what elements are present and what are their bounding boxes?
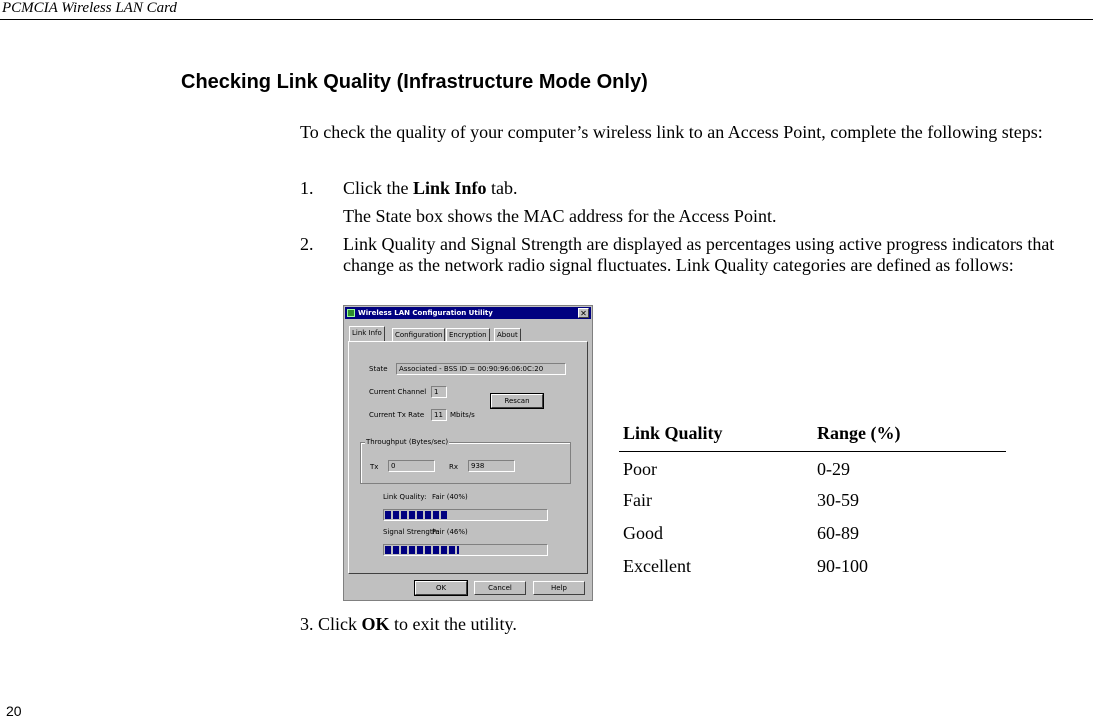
intro-paragraph: To check the quality of your computer’s wireless link to an Access Point, complete the following steps: xyxy=(300,122,1043,142)
final-prefix: 3. Click xyxy=(300,614,362,634)
step-1-text xyxy=(343,178,1088,199)
range-cell: 30-59 xyxy=(817,490,859,510)
page-number: 20 xyxy=(6,703,22,719)
running-header: PCMCIA Wireless LAN Card xyxy=(2,0,177,16)
ok-button[interactable]: OK xyxy=(415,581,467,595)
tab-link-info[interactable]: Link Info xyxy=(349,326,385,341)
link-quality-label: Link Quality: xyxy=(383,493,427,501)
step-1-prefix: Click the xyxy=(343,178,413,198)
table-header-row xyxy=(619,423,1006,452)
tab-encryption[interactable]: Encryption xyxy=(446,328,490,341)
tx-label: Tx xyxy=(370,463,379,471)
channel-field: 1 xyxy=(431,386,447,398)
link-quality-value: Fair (40%) xyxy=(432,493,468,501)
throughput-legend: Throughput (Bytes/sec) xyxy=(366,438,449,446)
header-link-quality: Link Quality xyxy=(623,423,723,443)
tab-about[interactable]: About xyxy=(494,328,521,341)
quality-cell: Fair xyxy=(623,490,652,510)
signal-strength-fill xyxy=(385,546,459,554)
cancel-button[interactable]: Cancel xyxy=(474,581,526,595)
quality-cell: Excellent xyxy=(623,556,691,576)
state-field: Associated - BSS ID = 00:90:96:06:0C:20 xyxy=(396,363,566,375)
step-1-number: 1. xyxy=(300,178,314,198)
header-rule xyxy=(0,19,1093,20)
step-2-text: Link Quality and Signal Strength are displayed as percentages using active progress indicators that change as the network radio signal fluctuates. Link Quality categories are defined as follows: xyxy=(343,234,1055,275)
final-step xyxy=(300,614,517,635)
signal-strength-progress xyxy=(383,544,548,556)
table-row xyxy=(619,523,1006,556)
channel-label: Current Channel xyxy=(369,388,427,396)
dialog-title-bar xyxy=(345,307,591,319)
tx-field: 0 xyxy=(388,460,435,472)
txrate-unit: Mbits/s xyxy=(450,411,475,419)
tab-configuration[interactable]: Configuration xyxy=(392,328,445,341)
rx-label: Rx xyxy=(449,463,459,471)
app-icon xyxy=(347,309,355,317)
table-row xyxy=(619,556,1006,589)
range-cell: 60-89 xyxy=(817,523,859,543)
final-bold: OK xyxy=(361,614,390,634)
quality-cell: Poor xyxy=(623,459,658,479)
step-2-number: 2. xyxy=(300,234,314,254)
range-cell: 0-29 xyxy=(817,459,850,479)
config-utility-dialog xyxy=(343,305,593,601)
link-quality-fill xyxy=(385,511,449,519)
step-1-note: The State box shows the MAC address for the Access Point. xyxy=(343,206,777,226)
section-heading: Checking Link Quality (Infrastructure Mode Only) xyxy=(181,71,648,93)
table-row xyxy=(619,459,1006,492)
range-cell: 90-100 xyxy=(817,556,868,576)
step-1-suffix: tab. xyxy=(486,178,518,198)
close-icon[interactable]: ✕ xyxy=(578,308,589,318)
table-row xyxy=(619,490,1006,523)
signal-strength-label: Signal Strength: xyxy=(383,528,440,536)
txrate-label: Current Tx Rate xyxy=(369,411,425,419)
link-quality-progress xyxy=(383,509,548,521)
final-suffix: to exit the utility. xyxy=(389,614,517,634)
help-button[interactable]: Help xyxy=(533,581,585,595)
signal-strength-value: Fair (46%) xyxy=(432,528,468,536)
step-1-bold: Link Info xyxy=(413,178,487,198)
throughput-groupbox xyxy=(360,438,571,484)
state-label: State xyxy=(369,365,388,373)
link-info-panel xyxy=(348,341,588,574)
quality-cell: Good xyxy=(623,523,663,543)
rescan-button[interactable]: Rescan xyxy=(491,394,543,408)
rx-field: 938 xyxy=(468,460,515,472)
txrate-field: 11 xyxy=(431,409,447,421)
header-range: Range (%) xyxy=(817,423,901,443)
dialog-title: Wireless LAN Configuration Utility xyxy=(358,309,493,317)
